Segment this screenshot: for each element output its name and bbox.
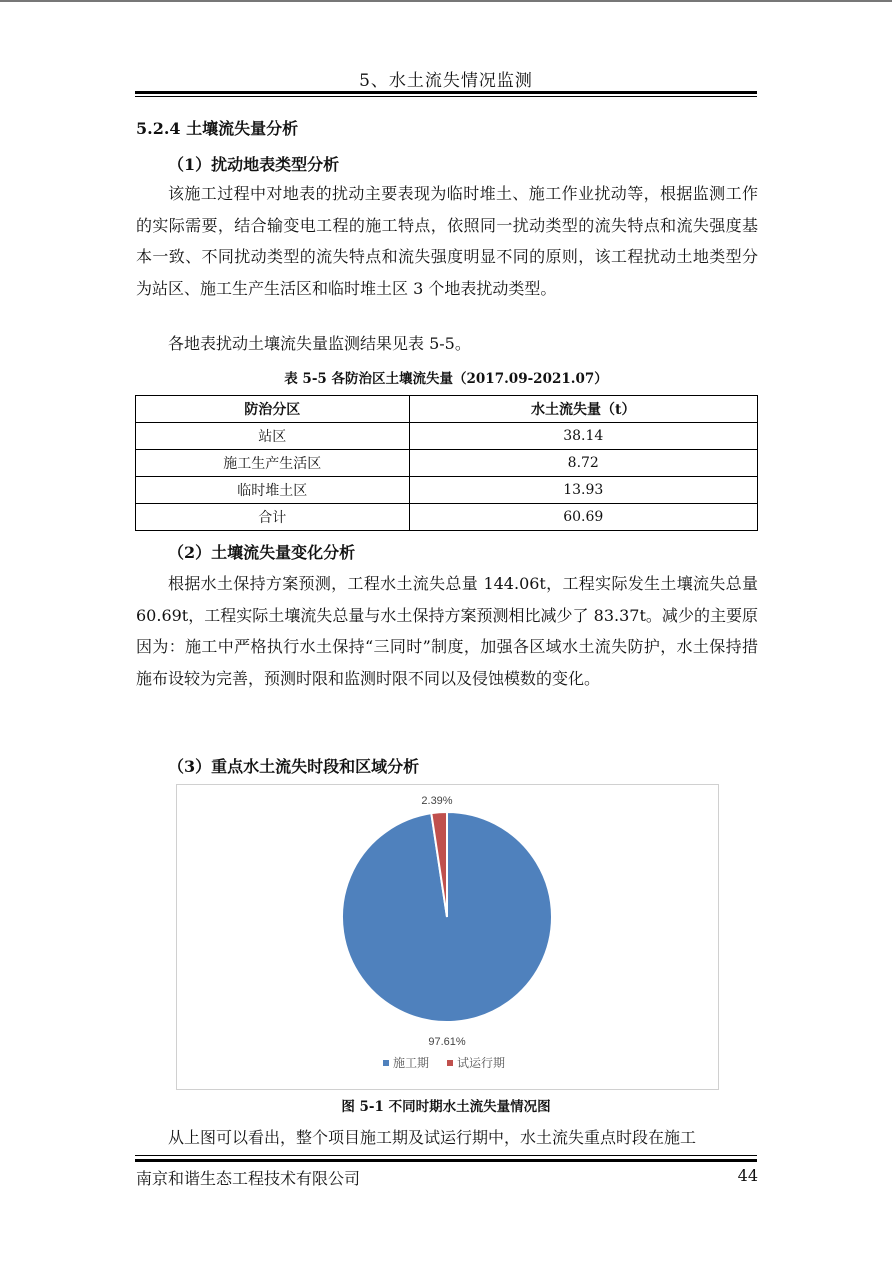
table-caption: 表 5-5 各防治区土壤流失量（2017.09-2021.07）: [284, 371, 608, 387]
table-cell-amount: 13.93: [409, 477, 757, 504]
header-rule-thin: [135, 96, 757, 97]
paragraph-disturbance-types: 该施工过程中对地表的扰动主要表现为临时堆土、施工作业扰动等，根据监测工作的实际需要，结合输变电工程的施工特点，依照同一扰动类型的流失特点和流失强度基本一致、不同扰动类型的流失特点和流失强度明显不同的原则，该工程扰动土地类型分为站区、施工生产生活区和临时堆土区 3 个地表扰动类型。: [136, 184, 758, 298]
legend-swatch: [383, 1060, 389, 1066]
legend-label: 试运行期: [457, 1056, 506, 1070]
legend-swatch: [447, 1060, 453, 1066]
subsection-heading-2: （2）土壤流失量变化分析: [168, 543, 356, 562]
table-cell-amount: 60.69: [409, 504, 757, 531]
pie-data-label: 97.61%: [428, 1036, 466, 1048]
table-cell-zone: 施工生产生活区: [136, 450, 410, 477]
table-row: [136, 423, 758, 450]
table-row: [136, 477, 758, 504]
legend-label: 施工期: [393, 1056, 430, 1070]
running-header: 5、水土流失情况监测: [359, 71, 533, 91]
table-header-cell: 水土流失量（t）: [409, 396, 757, 423]
table-cell-amount: 38.14: [409, 423, 757, 450]
table-cell-zone: 合计: [136, 504, 410, 531]
table-cell-zone: 站区: [136, 423, 410, 450]
footer-rule-thin: [135, 1155, 757, 1156]
footer-company: 南京和谐生态工程技术有限公司: [136, 1169, 361, 1188]
table-row: [136, 450, 758, 477]
page-number: 44: [737, 1166, 758, 1185]
paragraph-closing: 从上图可以看出，整个项目施工期及试运行期中，水土流失重点时段在施工: [168, 1128, 697, 1147]
table-row: [136, 504, 758, 531]
pie-chart-frame: [176, 784, 719, 1090]
header-rule-thick: [135, 91, 757, 94]
soil-loss-table: [135, 395, 758, 531]
table-header-row: [136, 396, 758, 423]
scan-top-edge: [0, 0, 892, 2]
subsection-heading-3: （3）重点水土流失时段和区域分析: [168, 757, 420, 776]
pie-chart: [177, 785, 718, 1089]
footer-rule-thick: [135, 1159, 757, 1162]
table-cell-zone: 临时堆土区: [136, 477, 410, 504]
figure-caption: 图 5-1 不同时期水土流失量情况图: [341, 1099, 551, 1115]
paragraph-loss-change: 根据水土保持方案预测，工程水土流失总量 144.06t，工程实际发生土壤流失总量 60.69t，工程实际土壤流失总量与水土保持方案预测相比减少了 83.37t。减少的主要原因为：施工中严格执行水土保持“三同时”制度，加强各区域水土流失防护，水土保持措施布设较为完善，预测时限和监测时限不同以及侵蚀模数的变化。: [136, 574, 758, 688]
section-heading: 5.2.4 土壤流失量分析: [136, 119, 299, 138]
pie-data-label: 2.39%: [421, 795, 453, 807]
table-header-cell: 防治分区: [136, 396, 410, 423]
subsection-heading-1: （1）扰动地表类型分析: [168, 155, 340, 174]
paragraph-table-reference: 各地表扰动土壤流失量监测结果见表 5-5。: [168, 334, 471, 353]
table-cell-amount: 8.72: [409, 450, 757, 477]
